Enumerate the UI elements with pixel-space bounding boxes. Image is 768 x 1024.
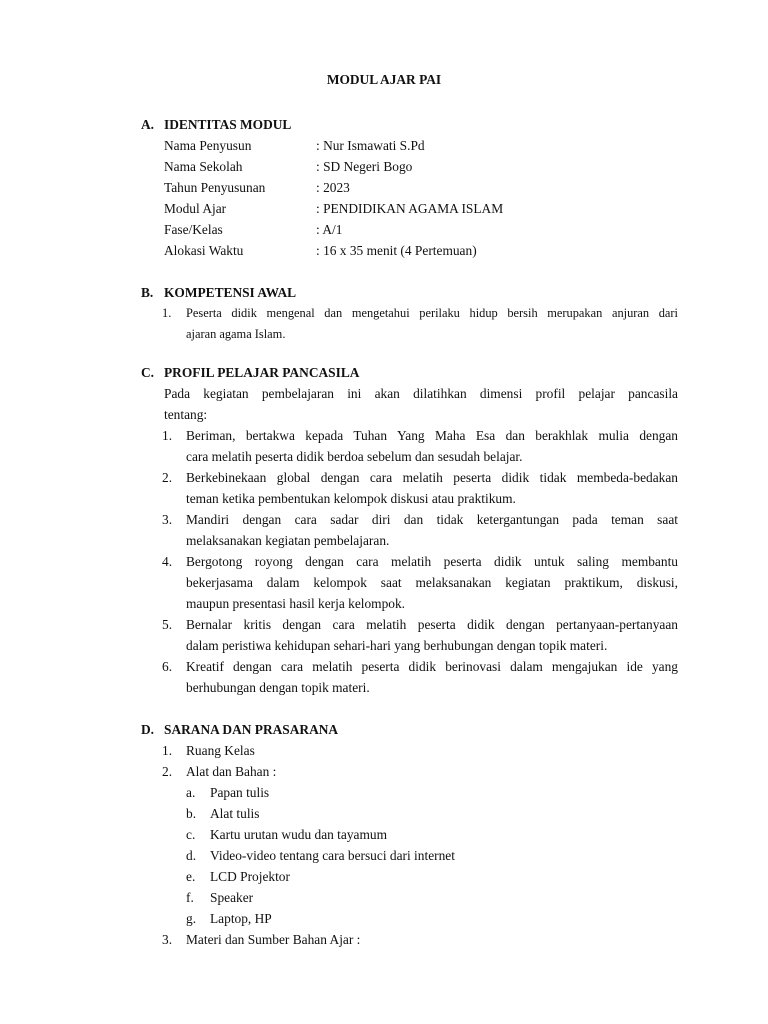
alpha-marker: b. (186, 806, 197, 821)
alpha-marker: g. (186, 911, 197, 926)
section-a-heading (141, 117, 291, 133)
sarana-item-2 (162, 764, 678, 780)
profil-item-6-line-1: Kreatif dengan cara melatih peserta didik berinovasi dalam mengajukan ide yang (186, 659, 678, 674)
kompetensi-line-1: Peserta didik mengenal dan mengetahui perilaku hidup bersih merupakan anjuran dari (186, 306, 678, 320)
sarana-item-3 (162, 932, 678, 948)
profil-item-3-line-1: Mandiri dengan cara sadar diri dan tidak ketergantungan pada teman saat (186, 512, 678, 527)
profil-item-2-line-1: Berkebinekaan global dengan cara melatih peserta didik tidak membeda-bedakan (186, 470, 678, 485)
section-b-heading (141, 285, 296, 301)
profil-item-5-line-2: dalam peristiwa kehidupan sehari-hari yang berhubungan dengan topik materi. (186, 638, 608, 653)
identity-value: : SD Negeri Bogo (316, 159, 413, 174)
sarana-item-1 (162, 743, 678, 759)
alpha-text: Papan tulis (210, 785, 270, 800)
identity-row-fase-kelas (164, 222, 342, 238)
alpha-text: LCD Projektor (210, 869, 290, 884)
identity-row-alokasi-waktu (164, 243, 477, 259)
identity-label: Nama Penyusun (164, 138, 252, 153)
alpha-text: Laptop, HP (210, 911, 272, 926)
kompetensi-line-2: ajaran agama Islam. (186, 327, 286, 341)
alat-bahan-item (186, 911, 272, 927)
identity-value: : PENDIDIKAN AGAMA ISLAM (316, 201, 504, 216)
section-c-letter: C. (141, 365, 155, 380)
alpha-marker: f. (186, 890, 194, 905)
alpha-marker: e. (186, 869, 196, 884)
profil-intro-line-2: tentang: (164, 407, 208, 422)
profil-item-4-line-3: maupun presentasi hasil kerja kelompok. (186, 596, 406, 611)
list-text: Alat dan Bahan : (186, 764, 277, 779)
alat-bahan-item (186, 827, 387, 843)
list-number: 5. (162, 617, 173, 632)
profil-item-3-line-2: melaksanakan kegiatan pembelajaran. (186, 533, 390, 548)
identity-label: Alokasi Waktu (164, 243, 244, 258)
identity-label: Fase/Kelas (164, 222, 223, 237)
identity-value: : Nur Ismawati S.Pd (316, 138, 425, 153)
list-number: 3. (162, 512, 173, 527)
profil-intro-line-1: Pada kegiatan pembelajaran ini akan dilatihkan dimensi profil pelajar pancasila (164, 386, 678, 401)
profil-item-4-line-2: bekerjasama dalam kelompok saat melaksanakan kegiatan praktikum, diskusi, (186, 575, 678, 590)
alpha-text: Speaker (210, 890, 254, 905)
alat-bahan-item (186, 785, 269, 801)
profil-item-5-line-1: Bernalar kritis dengan cara melatih peserta didik dengan pertanyaan-pertanyaan (186, 617, 678, 632)
identity-label: Nama Sekolah (164, 159, 243, 174)
list-number: 3. (162, 932, 173, 947)
section-b-title: KOMPETENSI AWAL (164, 285, 297, 300)
document-title: MODUL AJAR PAI (326, 72, 442, 87)
identity-value: : 16 x 35 menit (4 Pertemuan) (316, 243, 477, 258)
profil-item-1-line-2: cara melatih peserta didik berdoa sebelum dan sesudah belajar. (186, 449, 523, 464)
section-b-letter: B. (141, 285, 154, 300)
identity-row-nama-sekolah (164, 159, 412, 175)
section-d-heading (141, 722, 338, 738)
list-number: 6. (162, 659, 173, 674)
profil-item-2-line-2: teman ketika pembentukan kelompok diskusi atau praktikum. (186, 491, 516, 506)
section-d-title: SARANA DAN PRASARANA (164, 722, 339, 737)
alpha-marker: d. (186, 848, 197, 863)
identity-value: : A/1 (316, 222, 343, 237)
identity-value: : 2023 (316, 180, 350, 195)
section-a-title: IDENTITAS MODUL (164, 117, 292, 132)
identity-row-tahun (164, 180, 350, 196)
list-number: 4. (162, 554, 173, 569)
list-text: Ruang Kelas (186, 743, 255, 758)
identity-label: Modul Ajar (164, 201, 227, 216)
identity-label: Tahun Penyusunan (164, 180, 266, 195)
alpha-text: Video-video tentang cara bersuci dari internet (210, 848, 455, 863)
section-c-title: PROFIL PELAJAR PANCASILA (164, 365, 360, 380)
alat-bahan-item (186, 869, 290, 885)
alpha-marker: a. (186, 785, 196, 800)
list-number: 2. (162, 470, 173, 485)
identity-row-nama-penyusun (164, 138, 425, 154)
list-number: 1. (162, 428, 173, 443)
profil-item-6-line-2: berhubungan dengan topik materi. (186, 680, 370, 695)
alat-bahan-item (186, 806, 259, 822)
profil-item-1-line-1: Beriman, bertakwa kepada Tuhan Yang Maha Esa dan berakhlak mulia dengan (186, 428, 678, 443)
list-number: 2. (162, 764, 173, 779)
identity-row-modul-ajar (164, 201, 503, 217)
section-c-heading (141, 365, 359, 381)
section-d-letter: D. (141, 722, 155, 737)
list-number: 1. (162, 743, 173, 758)
alpha-text: Kartu urutan wudu dan tayamum (210, 827, 388, 842)
list-text: Materi dan Sumber Bahan Ajar : (186, 932, 361, 947)
profil-item-4-line-1: Bergotong royong dengan cara melatih peserta didik untuk saling membantu (186, 554, 678, 569)
alpha-marker: c. (186, 827, 196, 842)
alat-bahan-item (186, 890, 253, 906)
alat-bahan-item (186, 848, 455, 864)
alpha-text: Alat tulis (210, 806, 260, 821)
section-a-letter: A. (141, 117, 155, 132)
list-number: 1. (162, 306, 172, 320)
